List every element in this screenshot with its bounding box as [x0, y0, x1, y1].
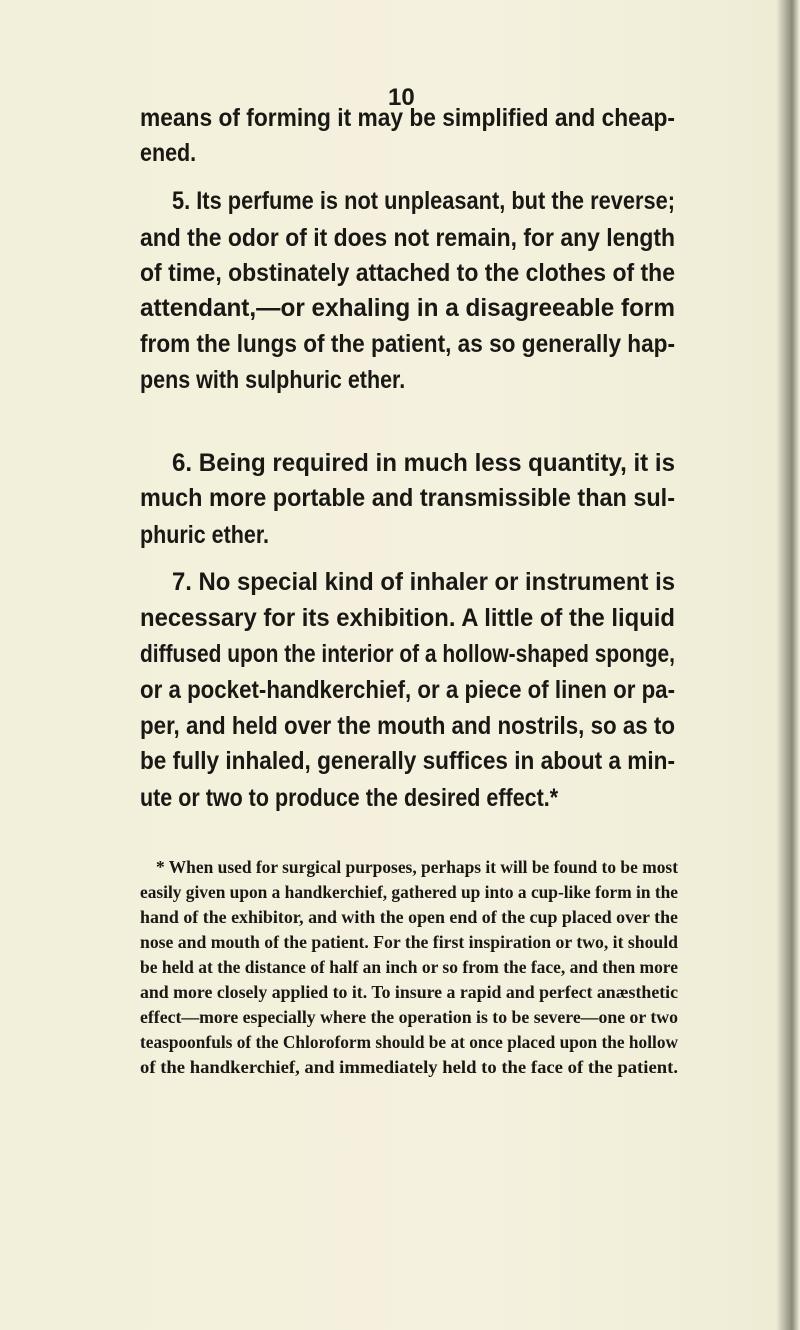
text-line: or a pocket-handkerchief, or a piece of linen or pa- — [140, 676, 675, 704]
footnote-line: be held at the distance of half an inch or so from the face, and then more — [140, 957, 678, 977]
page-number: 10 — [388, 84, 415, 111]
footnote-line: teaspoonfuls of the Chloroform should be at once placed upon the hollow — [140, 1032, 678, 1052]
text-line: pens with sulphuric ether. — [140, 366, 406, 394]
text-line: phuric ether. — [140, 521, 270, 549]
footnote-line: easily given upon a handkerchief, gathered up into a cup-like form in the — [140, 882, 678, 902]
text-line: attendant,—or exhaling in a disagreeable form — [140, 294, 675, 322]
footnote-line: * When used for surgical purposes, perhaps it will be found to be most — [156, 857, 678, 877]
text-line: from the lungs of the patient, as so generally hap- — [140, 330, 675, 358]
text-line: of time, obstinately attached to the clothes of the — [140, 259, 675, 287]
text-line: 6. Being required in much less quantity, it is — [172, 449, 675, 477]
text-line: ute or two to produce the desired effect.* — [140, 784, 559, 812]
footnote-line: nose and mouth of the patient. For the first inspiration or two, it should — [140, 932, 678, 952]
text-line: be fully inhaled, generally suffices in about a min- — [140, 747, 675, 775]
footnote-line: and more closely applied to it. To insure a rapid and perfect anæsthetic — [140, 982, 678, 1002]
text-line: necessary for its exhibition. A little of the liquid — [140, 604, 675, 632]
footnote-line: effect—more especially where the operation is to be severe—one or two — [140, 1007, 678, 1027]
text-line: 5. Its perfume is not unpleasant, but the reverse; — [172, 187, 675, 215]
footnote-line: hand of the exhibitor, and with the open end of the cup placed over the — [140, 907, 678, 927]
text-line: ened. — [140, 139, 197, 167]
text-line: diffused upon the interior of a hollow-shaped sponge, — [140, 640, 675, 668]
text-line: 7. No special kind of inhaler or instrument is — [172, 568, 675, 596]
text-line: means of forming it may be simplified and cheap- — [140, 104, 675, 132]
text-line: much more portable and transmissible than sul- — [140, 484, 675, 512]
text-line: and the odor of it does not remain, for any length — [140, 224, 675, 252]
text-line: per, and held over the mouth and nostrils, so as to — [140, 712, 675, 740]
footnote-line: of the handkerchief, and immediately held to the face of the patient. — [140, 1057, 678, 1077]
